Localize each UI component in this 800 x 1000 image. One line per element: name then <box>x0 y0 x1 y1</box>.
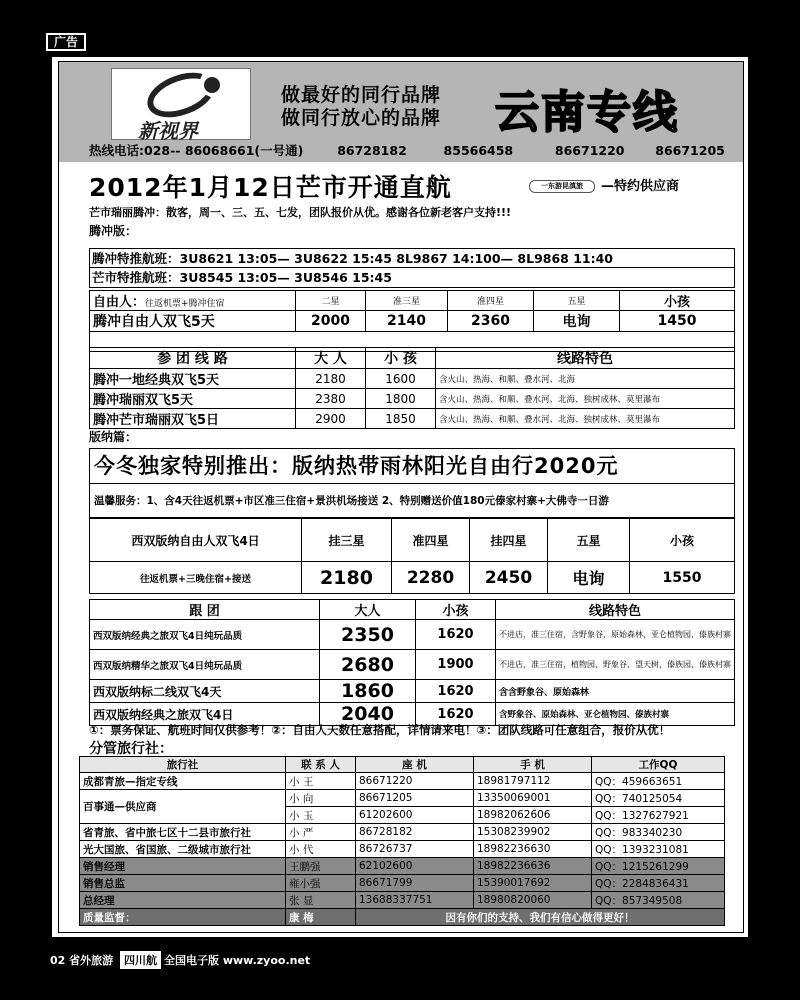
hotline-label: 热线电话:028-- <box>89 143 181 158</box>
table-row <box>80 790 725 807</box>
agency-contact: 小 向 <box>286 790 356 807</box>
agency-contact: 小 玉 <box>286 807 356 824</box>
agency-name: 销售总监 <box>80 875 286 892</box>
agency-contact: 张 显 <box>286 892 356 909</box>
child-price: 1900 <box>416 650 496 680</box>
free-header-cell <box>90 291 296 311</box>
route-name: 西双版纳经典之旅双飞4日 <box>90 703 320 726</box>
agency-phone: 86728182 <box>356 824 474 841</box>
route-name: 腾冲芒市瑞丽双飞5日 <box>90 409 296 429</box>
free-label: 自由人： <box>93 295 146 310</box>
col-header: 准四星 <box>448 291 534 311</box>
slogan-line-1: 做最好的同行品牌 <box>281 84 442 106</box>
table-row <box>80 892 725 909</box>
ad-frame <box>48 53 752 941</box>
supervisor-name: 康 梅 <box>286 909 356 926</box>
agency-name: 成都青旅—指定专线 <box>80 773 286 790</box>
hotline-number: 86671220 <box>554 143 625 158</box>
price-cell: 2280 <box>392 562 470 594</box>
flight-line: 腾冲特推航班：3U8621 13:05— 3U8622 15:45 8L9867 14:100— 8L9868 11:40 <box>90 249 734 268</box>
col-header: 大 人 <box>296 348 366 369</box>
col-header: 五星 <box>534 291 620 311</box>
promo-detail: 温馨服务：1、含4天往返机票+市区准三住宿+景洪机场接送 2、特别赠送价值180元傣家村寨+大佛寺一日游 <box>89 484 735 518</box>
agency-qq: QQ：1393231081 <box>592 841 725 858</box>
col-header: 手 机 <box>474 757 592 773</box>
agency-table <box>79 756 725 926</box>
col-header: 工作QQ <box>592 757 725 773</box>
agency-name: 省青旅、省中旅七区十二县市旅行社 <box>80 824 286 841</box>
route-feature: 含火山、热海、和顺、叠水河、北海、独树成林、莫里瀑布 <box>436 409 735 429</box>
route-name: 西双版纳经典之旅双飞4日纯玩品质 <box>90 620 320 650</box>
adult-price: 2180 <box>296 369 366 389</box>
col-header: 小 孩 <box>366 348 436 369</box>
route-name: 腾冲瑞丽双飞5天 <box>90 389 296 409</box>
agency-qq: QQ：459663651 <box>592 773 725 790</box>
route-name: 西双版纳精华之旅双飞4日纯玩品质 <box>90 650 320 680</box>
agency-qq: QQ：1327627921 <box>592 807 725 824</box>
child-price: 1620 <box>416 680 496 703</box>
adult-price: 1860 <box>320 680 416 703</box>
route-name: 西双版纳标二线双飞4天 <box>90 680 320 703</box>
col-header: 大人 <box>320 600 416 620</box>
agency-phone: 86671205 <box>356 790 474 807</box>
col-header: 参 团 线 路 <box>90 348 296 369</box>
agency-qq: QQ：983340230 <box>592 824 725 841</box>
col-header: 挂四星 <box>470 519 548 562</box>
supplier-logo: 一东游昆滇旅 <box>529 180 595 193</box>
adult-price: 2350 <box>320 620 416 650</box>
hotline <box>89 141 725 159</box>
table-row <box>80 858 725 875</box>
supervisor-slogan: 因有你们的支持、我们有信心做得更好！ <box>356 909 725 926</box>
route-feature: 含含野象谷、原始森林 <box>496 680 735 703</box>
brand-logo <box>111 68 251 143</box>
adult-price: 2900 <box>296 409 366 429</box>
price-cell: 2180 <box>302 562 392 594</box>
col-header: 跟 团 <box>90 600 320 620</box>
slogan-line-2: 做同行放心的品牌 <box>281 107 442 129</box>
row-name: 西双版纳自由人双飞4日 <box>90 519 302 562</box>
agency-phone: 61202600 <box>356 807 474 824</box>
child-price: 1850 <box>366 409 436 429</box>
route-feature: 不进店，准三住宿，植物园，野象谷，望天树，傣族园，傣族村寨 <box>496 650 735 680</box>
col-header: 旅行社 <box>80 757 286 773</box>
child-price: 1620 <box>416 620 496 650</box>
agency-phone: 13688337751 <box>356 892 474 909</box>
route-feature: 含火山、热海、和顺、叠水河、北海 <box>436 369 735 389</box>
agency-mobile: 15390017692 <box>474 875 592 892</box>
price-cell: 2140 <box>366 311 448 332</box>
ad-content <box>58 61 744 933</box>
page-footer <box>50 951 310 969</box>
table-row <box>80 773 725 790</box>
table-row <box>80 841 725 858</box>
agency-contact: 雍小强 <box>286 875 356 892</box>
agency-qq: QQ：2284836431 <box>592 875 725 892</box>
agency-mobile: 18982236636 <box>474 858 592 875</box>
col-header: 二星 <box>296 291 366 311</box>
agency-qq: QQ：740125054 <box>592 790 725 807</box>
route-feature: 含火山、热海、和顺、叠水河、北海、独树成林、莫里瀑布 <box>436 389 735 409</box>
page-number: 02 省外旅游 <box>50 954 114 967</box>
price-cell: 电询 <box>534 311 620 332</box>
supervisor-row <box>80 909 725 926</box>
agency-mobile: 18980820060 <box>474 892 592 909</box>
price-cell: 2450 <box>470 562 548 594</box>
agency-qq: QQ：1215261299 <box>592 858 725 875</box>
logo-dot-icon <box>204 77 220 93</box>
child-price: 1600 <box>366 369 436 389</box>
logo-text: 新视界 <box>138 119 198 143</box>
agency-phone: 62102600 <box>356 858 474 875</box>
agency-qq: QQ：857349508 <box>592 892 725 909</box>
headline: 2012年1月12日芒市开通直航 <box>89 173 452 202</box>
col-header: 准三星 <box>366 291 448 311</box>
col-header: 座 机 <box>356 757 474 773</box>
flight-line: 芒市特推航班：3U8545 13:05— 3U8546 15:45 <box>92 270 392 285</box>
banna-free-table <box>89 518 735 594</box>
banner <box>59 62 744 162</box>
agency-name: 销售经理 <box>80 858 286 875</box>
banna-tour-table <box>89 599 735 726</box>
banner-title: 云南专线 <box>495 87 679 138</box>
flight-box <box>89 248 735 288</box>
agency-name: 总经理 <box>80 892 286 909</box>
adult-price: 2380 <box>296 389 366 409</box>
price-cell: 1450 <box>620 311 735 332</box>
footer-site: 全国电子版 www.zyoo.net <box>163 954 311 967</box>
table-row <box>80 875 725 892</box>
col-header: 线路特色 <box>436 348 735 369</box>
table-row <box>80 824 725 841</box>
agency-mobile: 18982236630 <box>474 841 592 858</box>
agency-contact: 小 王 <box>286 773 356 790</box>
price-cell: 电询 <box>548 562 630 594</box>
promo-headline: 今冬独家特别推出：版纳热带雨林阳光自由行2020元 <box>89 448 735 484</box>
col-header: 小孩 <box>416 600 496 620</box>
agency-mobile: 15308239902 <box>474 824 592 841</box>
route-name: 腾冲一地经典双飞5天 <box>90 369 296 389</box>
adult-price: 2680 <box>320 650 416 680</box>
agency-contact: 王鹏强 <box>286 858 356 875</box>
supervisor-label: 质量监督： <box>80 909 286 926</box>
child-price: 1620 <box>416 703 496 726</box>
child-price: 1800 <box>366 389 436 409</box>
note-top: 芒市瑞丽腾冲：散客，周一、三、五、七发，团队报价从优。感谢各位新老客户支持!!! <box>89 206 512 219</box>
price-cell: 2360 <box>448 311 534 332</box>
agency-contact: 小 严 <box>286 824 356 841</box>
col-header: 准四星 <box>392 519 470 562</box>
tengchong-tour-table <box>89 347 735 429</box>
hotline-number: 85566458 <box>443 143 514 158</box>
hotline-number: 86728182 <box>337 143 407 158</box>
col-header: 线路特色 <box>496 600 735 620</box>
col-header: 五星 <box>548 519 630 562</box>
col-header: 小孩 <box>630 519 735 562</box>
tengchong-free-table <box>89 290 735 352</box>
footer-box: 四川航 <box>120 951 161 969</box>
col-header: 联 系 人 <box>286 757 356 773</box>
agency-mobile: 13350069001 <box>474 790 592 807</box>
agency-name: 百事通—供应商 <box>80 790 286 824</box>
hotline-number: 86068661(一号通) <box>184 143 304 158</box>
route-feature: 不进店，准三住宿，含野象谷，原始森林，亚仑植物园，傣族村寨 <box>496 620 735 650</box>
agency-mobile: 18982062606 <box>474 807 592 824</box>
remark: ①：票务保证、航班时间仅供参考！②：自由人天数任意搭配，详情请来电！③：团队线路可任意组合，报价从优！ <box>89 723 671 737</box>
col-header: 挂三星 <box>302 519 392 562</box>
agency-name: 光大国旅、省国旅、二级城市旅行社 <box>80 841 286 858</box>
adult-price: 2040 <box>320 703 416 726</box>
hotline-number: 86671205 <box>655 143 725 158</box>
supplier-label: —特约供应商 <box>601 179 680 194</box>
agency-phone: 86671220 <box>356 773 474 790</box>
col-header: 小孩 <box>620 291 735 311</box>
agency-contact: 小 代 <box>286 841 356 858</box>
agency-title: 分管旅行社： <box>89 741 173 757</box>
price-cell: 1550 <box>630 562 735 594</box>
row-name: 腾冲自由人双飞5天 <box>90 311 296 332</box>
slogan <box>281 84 441 130</box>
agency-mobile: 18981797112 <box>474 773 592 790</box>
row-name: 往返机票+三晚住宿+接送 <box>90 562 302 594</box>
section-tengchong: 腾冲版： <box>89 224 138 238</box>
agency-phone: 86671799 <box>356 875 474 892</box>
ad-tag: 广告 <box>46 33 86 51</box>
agency-phone: 86726737 <box>356 841 474 858</box>
supplier <box>529 175 679 194</box>
price-cell: 2000 <box>296 311 366 332</box>
free-sub: 往返机票+腾冲住宿 <box>145 299 225 309</box>
route-feature: 含野象谷、原始森林、亚仑植物园、傣族村寨 <box>496 703 735 726</box>
section-banna: 版纳篇： <box>89 430 138 444</box>
